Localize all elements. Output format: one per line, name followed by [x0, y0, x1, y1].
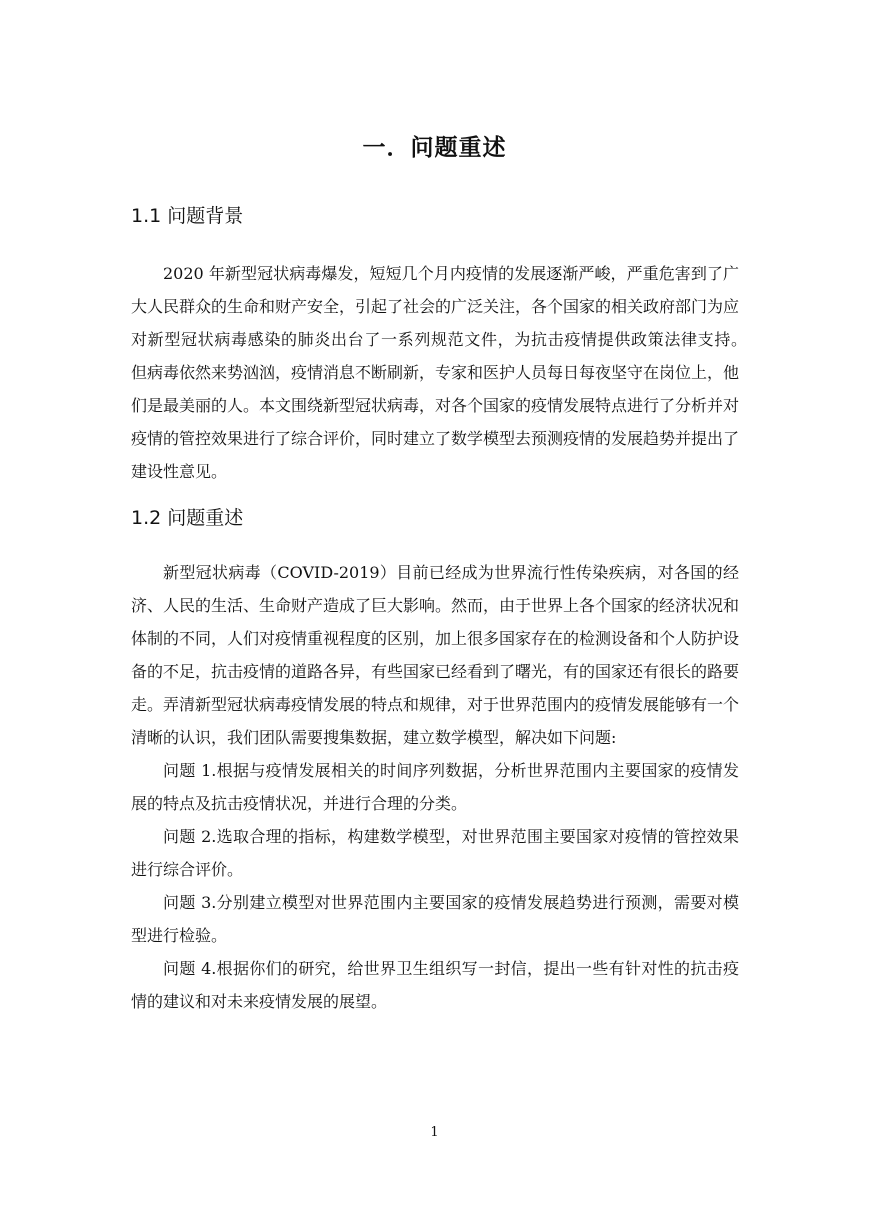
- section-body-restatement: [131, 556, 739, 1018]
- question-item-1: 问题 1.根据与疫情发展相关的时间序列数据，分析世界范围内主要国家的疫情发展的特点及抗击疫情状况，并进行合理的分类。: [131, 761, 739, 813]
- chapter-title: 一．问题重述: [362, 135, 507, 161]
- question-item-3: 问题 3.分别建立模型对世界范围内主要国家的疫情发展趋势进行预测，需要对模型进行检验。: [131, 893, 739, 945]
- body-paragraph: 2020 年新型冠状病毒爆发，短短几个月内疫情的发展逐渐严峻，严重危害到了广大人民群众的生命和财产安全，引起了社会的广泛关注，各个国家的相关政府部门为应对新型冠状病毒感染的肺炎出台了一系列规范文件，为抗击疫情提供政策法律支持。 但病毒依然来势汹汹，疫情消息不断刷新，专家和医护人员每日每夜坚守在岗位上，他们是最美丽的人。本文围绕新型冠状病毒，对各个国家的疫情发展特点进行了分析并对疫情的管控效果进行了综合评价，同时建立了数学模型去预测疫情的发展趋势并提出了建设性意见。: [131, 264, 756, 481]
- question-item-2: 问题 2.选取合理的指标，构建数学模型，对世界范围主要国家对疫情的管控效果进行综合评价。: [131, 827, 739, 879]
- question-item-4: 问题 4.根据你们的研究，给世界卫生组织写一封信，提出一些有针对性的抗击疫情的建议和对未来疫情发展的展望。: [131, 959, 739, 1011]
- body-paragraph: 新型冠状病毒（COVID-2019）目前已经成为世界流行性传染疾病，对各国的经济、人民的生活、生命财产造成了巨大影响。然而，由于世界上各个国家的经济状况和体制的不同，人们对疫情重视程度的区别，加上很多国家存在的检测设备和个人防护设备的不足，抗击疫情的道路各异，有些国家已经看到了曙光，有的国家还有很长的路要走。弄清新型冠状病毒疫情发展的特点和规律，对于世界范围内的疫情发展能够有一个清晰的认识，我们团队需要搜集数据，建立数学模型，解决如下问题:: [131, 563, 740, 747]
- section-heading-restatement: 1.2 问题重述: [131, 507, 244, 529]
- section-body-background: [131, 257, 756, 488]
- section-heading-background: 1.1 问题背景: [131, 205, 244, 227]
- page-number: 1: [430, 1125, 439, 1140]
